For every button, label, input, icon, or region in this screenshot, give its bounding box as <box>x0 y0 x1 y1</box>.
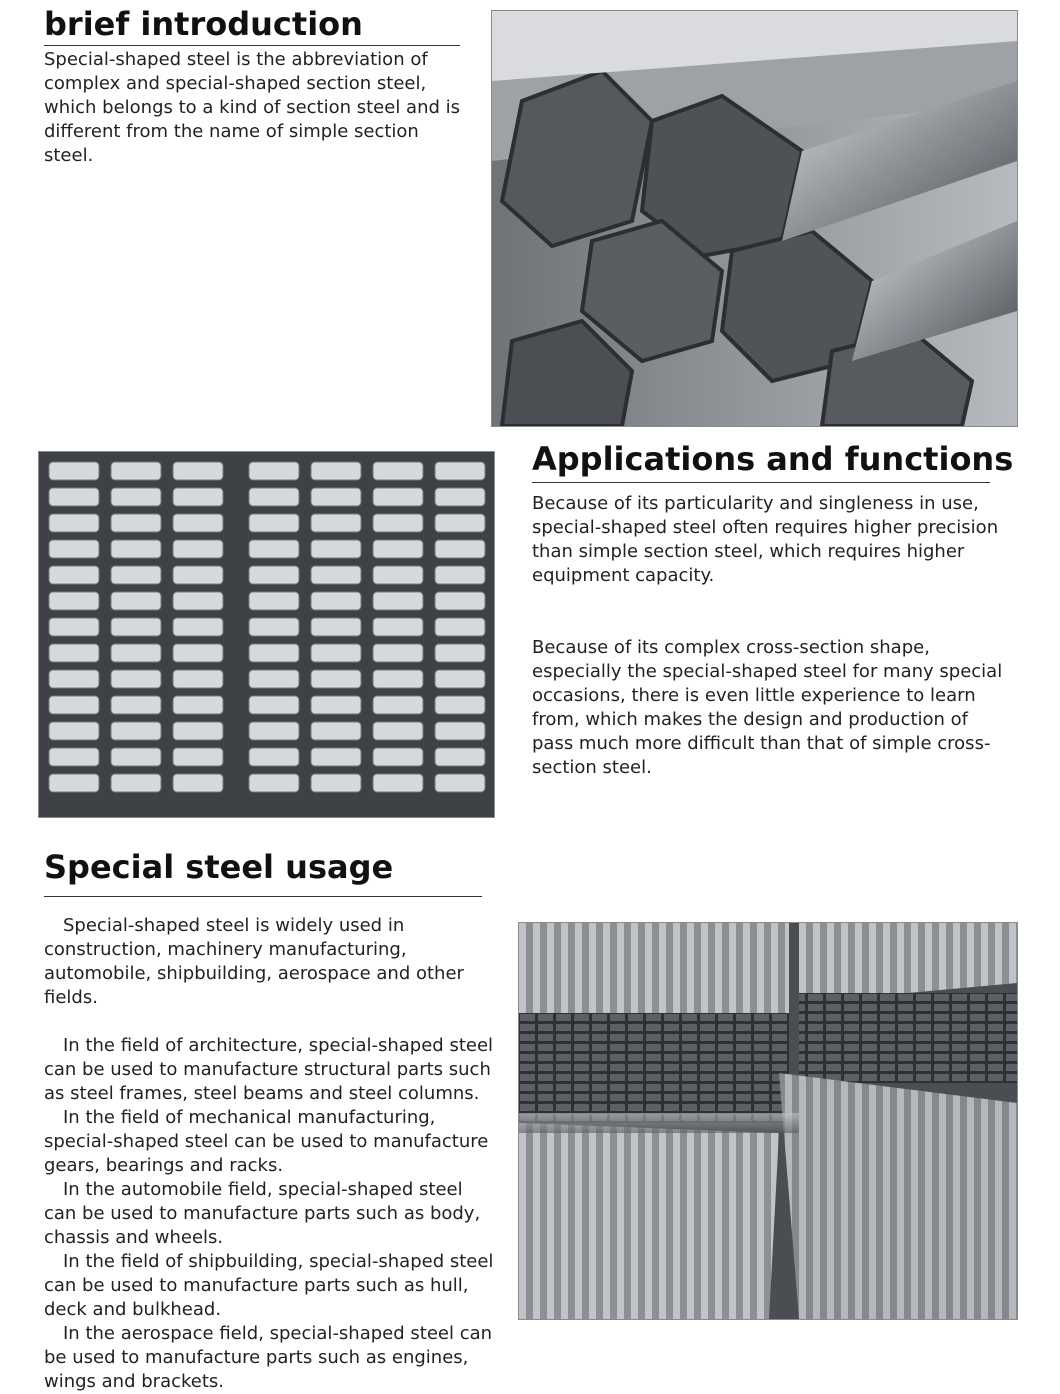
brief-introduction-text: Special-shaped steel is the abbreviation of complex and special-shaped section steel, which belongs to a kind of section steel and is different from the name of simple section steel. <box>44 49 461 166</box>
hexagonal-steel-bars-photo <box>491 10 1018 427</box>
heading-underline <box>44 896 482 897</box>
usage-item: In the field of architecture, special-shaped steel can be used to manufacture structural parts such as steel frames, steel beams and steel columns. <box>44 1035 494 1104</box>
rail-profile-steel-photo <box>38 451 495 818</box>
usage-item: In the field of shipbuilding, special-shaped steel can be used to manufacture parts such as hull, deck and bulkhead. <box>44 1251 494 1320</box>
heading-applications-and-functions: Applications and functions <box>532 440 1014 478</box>
applications-paragraph-1: Because of its particularity and singleness in use, special-shaped steel often requires higher precision than simple section steel, which requires higher equipment capacity. <box>532 493 999 586</box>
heading-underline <box>532 482 990 483</box>
flat-steel-bundles-photo <box>518 922 1018 1320</box>
usage-intro: Special-shaped steel is widely used in construction, machinery manufacturing, automobile, shipbuilding, aerospace and other fields. <box>44 915 464 1008</box>
heading-brief-introduction: brief introduction <box>44 5 363 43</box>
usage-text <box>44 914 496 1394</box>
applications-paragraph-2: Because of its complex cross-section shape, especially the special-shaped steel for many special occasions, there is even little experience to learn from, which makes the design and production of pass much more difficult than that of simple cross-section steel. <box>532 637 1003 778</box>
heading-special-steel-usage: Special steel usage <box>44 848 394 886</box>
usage-item: In the field of mechanical manufacturing, special-shaped steel can be used to manufacture gears, bearings and racks. <box>44 1107 489 1176</box>
usage-item: In the automobile field, special-shaped steel can be used to manufacture parts such as body, chassis and wheels. <box>44 1179 481 1248</box>
usage-item: In the aerospace field, special-shaped steel can be used to manufacture parts such as engines, wings and brackets. <box>44 1323 493 1392</box>
heading-underline <box>44 45 460 46</box>
